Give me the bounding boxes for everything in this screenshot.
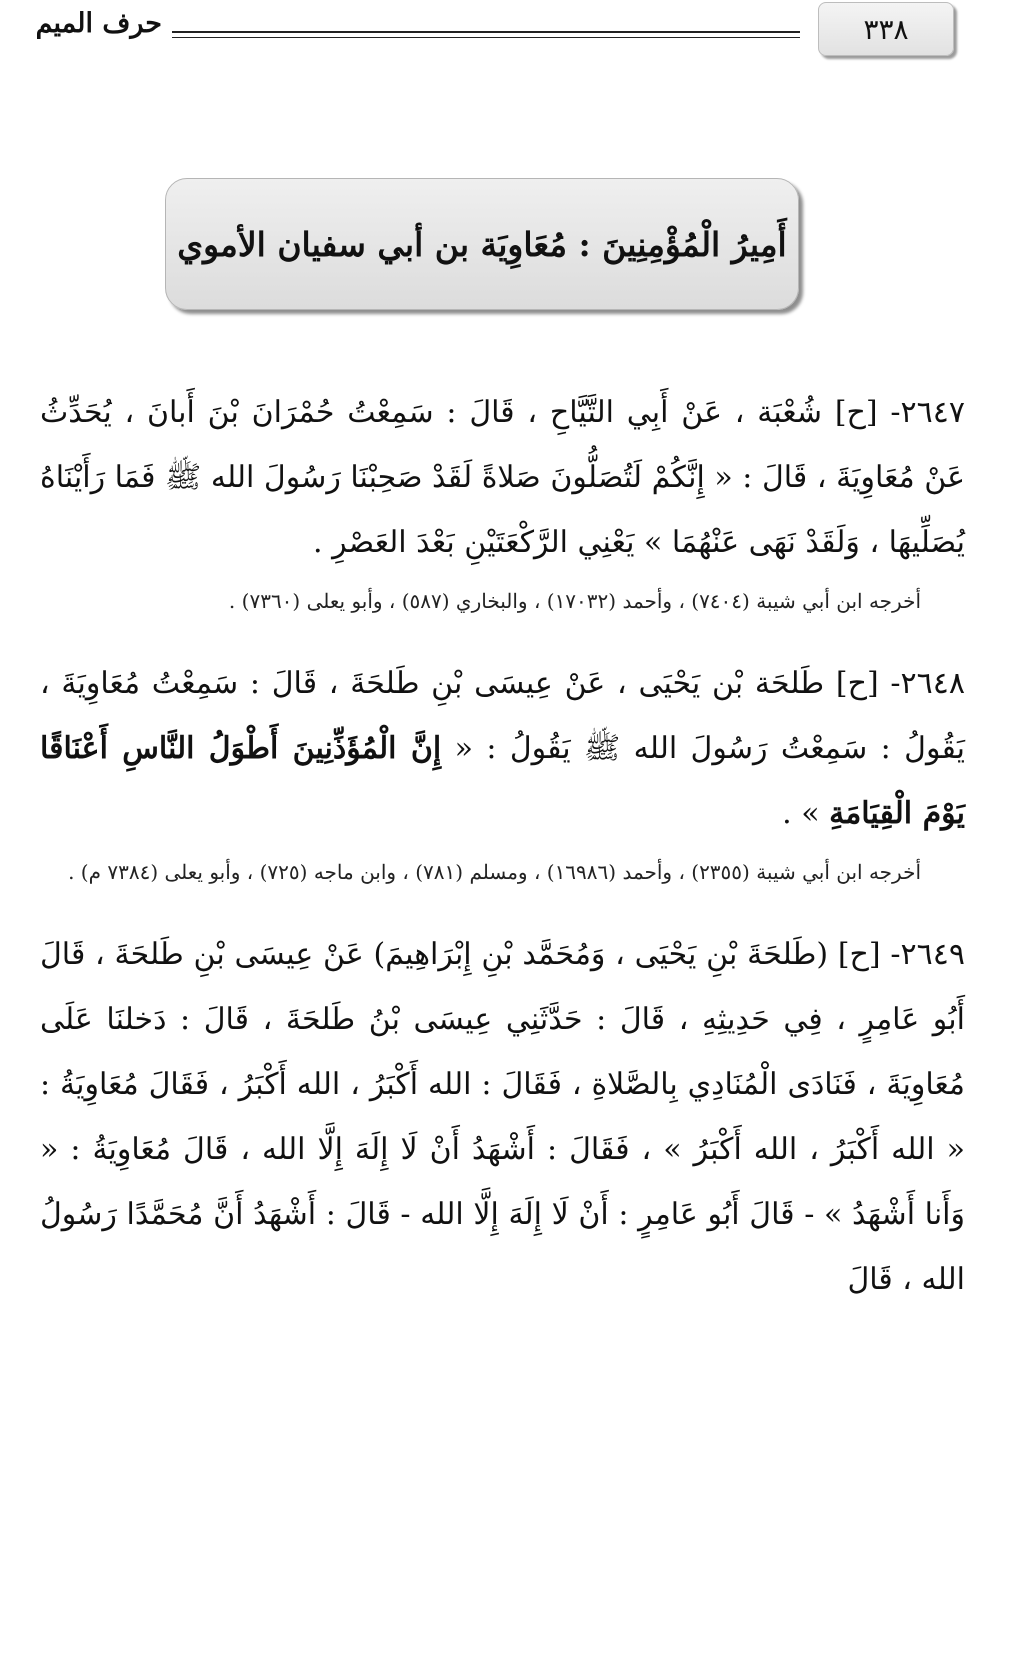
hadith-number: ٢٦٤٨ <box>900 666 965 701</box>
section-title: حرف الميم <box>35 8 162 39</box>
hadith-2648 <box>40 651 965 846</box>
page-number-box <box>818 2 954 56</box>
header-rule <box>172 31 800 33</box>
hadith-text-end: » . <box>782 796 820 831</box>
hadith-text: - [ح] شُعْبَة ، عَنْ أَبِي التَّيَّاحِ ، قَالَ : سَمِعْتُ حُمْرَانَ بْنَ أَبانَ ، يُحَدِّثُ عَنْ مُعَاوِيَةَ ، قَالَ : « إِنَّكُمْ لَتُصَلُّونَ صَلاةً لَقَدْ صَحِبْنَا رَسُولَ الله ﷺ فَمَا رَأَيْنَاهُ يُصَلِّيهَا ، وَلَقَدْ نَهَى عَنْهُمَا » يَعْنِي الرَّكْعَتَيْنِ بَعْدَ العَصْرِ . <box>40 395 965 560</box>
hadith-number: ٢٦٤٩ <box>900 937 965 972</box>
page-content <box>40 380 965 1312</box>
hadith-2649 <box>40 922 965 1312</box>
hadith-takhrij: أخرجه ابن أبي شيبة (٢٣٥٥) ، وأحمد (١٦٩٨٦) ، ومسلم (٧٨١) ، وابن ماجه (٧٢٥) ، وأبو يعلى (٧٣٨٤ م) . <box>68 860 921 884</box>
hadith-number: ٢٦٤٧ <box>900 395 965 430</box>
hadith-matn-bold: إِنَّ الْمُؤَذِّنِينَ أَطْوَلُ النَّاسِ أَعْنَاقًا يَوْمَ الْقِيَامَةِ <box>40 731 965 831</box>
chapter-title: أَمِيرُ الْمُؤْمِنِينَ : مُعَاوِيَة بن أبي سفيان الأموي <box>177 224 787 264</box>
chapter-title-box <box>165 178 799 310</box>
hadith-takhrij: أخرجه ابن أبي شيبة (٧٤٠٤) ، وأحمد (١٧٠٣٢) ، والبخاري (٥٨٧) ، وأبو يعلى (٧٣٦٠) . <box>228 589 921 613</box>
page-number: ٣٣٨ <box>863 12 909 46</box>
hadith-text: - [ح] (طَلحَةَ بْنِ يَحْيَى ، وَمُحَمَّد بْنِ إِبْرَاهِيمَ) عَنْ عِيسَى بْنِ طَلحَةَ ، قَالَ أَبُو عَامِرٍ ، فِي حَدِيثِهِ ، قَالَ : حَدَّثَنِي عِيسَى بْنُ طَلحَةَ ، قَالَ : دَخلنَا عَلَى مُعَاوِيَةَ ، فَنَادَى الْمُنَادِي بِالصَّلاةِ ، فَقَالَ : الله أَكْبَرُ ، الله أَكْبَرُ ، فَقَالَ مُعَاوِيَةُ : « الله أَكْبَرُ ، الله أَكْبَرُ » ، فَقَالَ : أَشْهَدُ أَنْ لَا إِلَهَ إِلَّا الله ، قَالَ مُعَاوِيَةُ : « وَأَنا أَشْهَدُ » - قَالَ أَبُو عَامِرٍ : أَنْ لَا إِلَهَ إِلَّا الله - قَالَ : أَشْهَدُ أَنَّ مُحَمَّدًا رَسُولُ الله ، قَالَ <box>40 937 965 1297</box>
hadith-2647 <box>40 380 965 575</box>
hadith-text: - [ح] طَلحَة بْن يَحْيَى ، عَنْ عِيسَى بْنِ طَلحَةَ ، قَالَ : سَمِعْتُ مُعَاوِيَةَ ، يَقُولُ : سَمِعْتُ رَسُولَ الله ﷺ يَقُولُ : « <box>40 666 965 766</box>
